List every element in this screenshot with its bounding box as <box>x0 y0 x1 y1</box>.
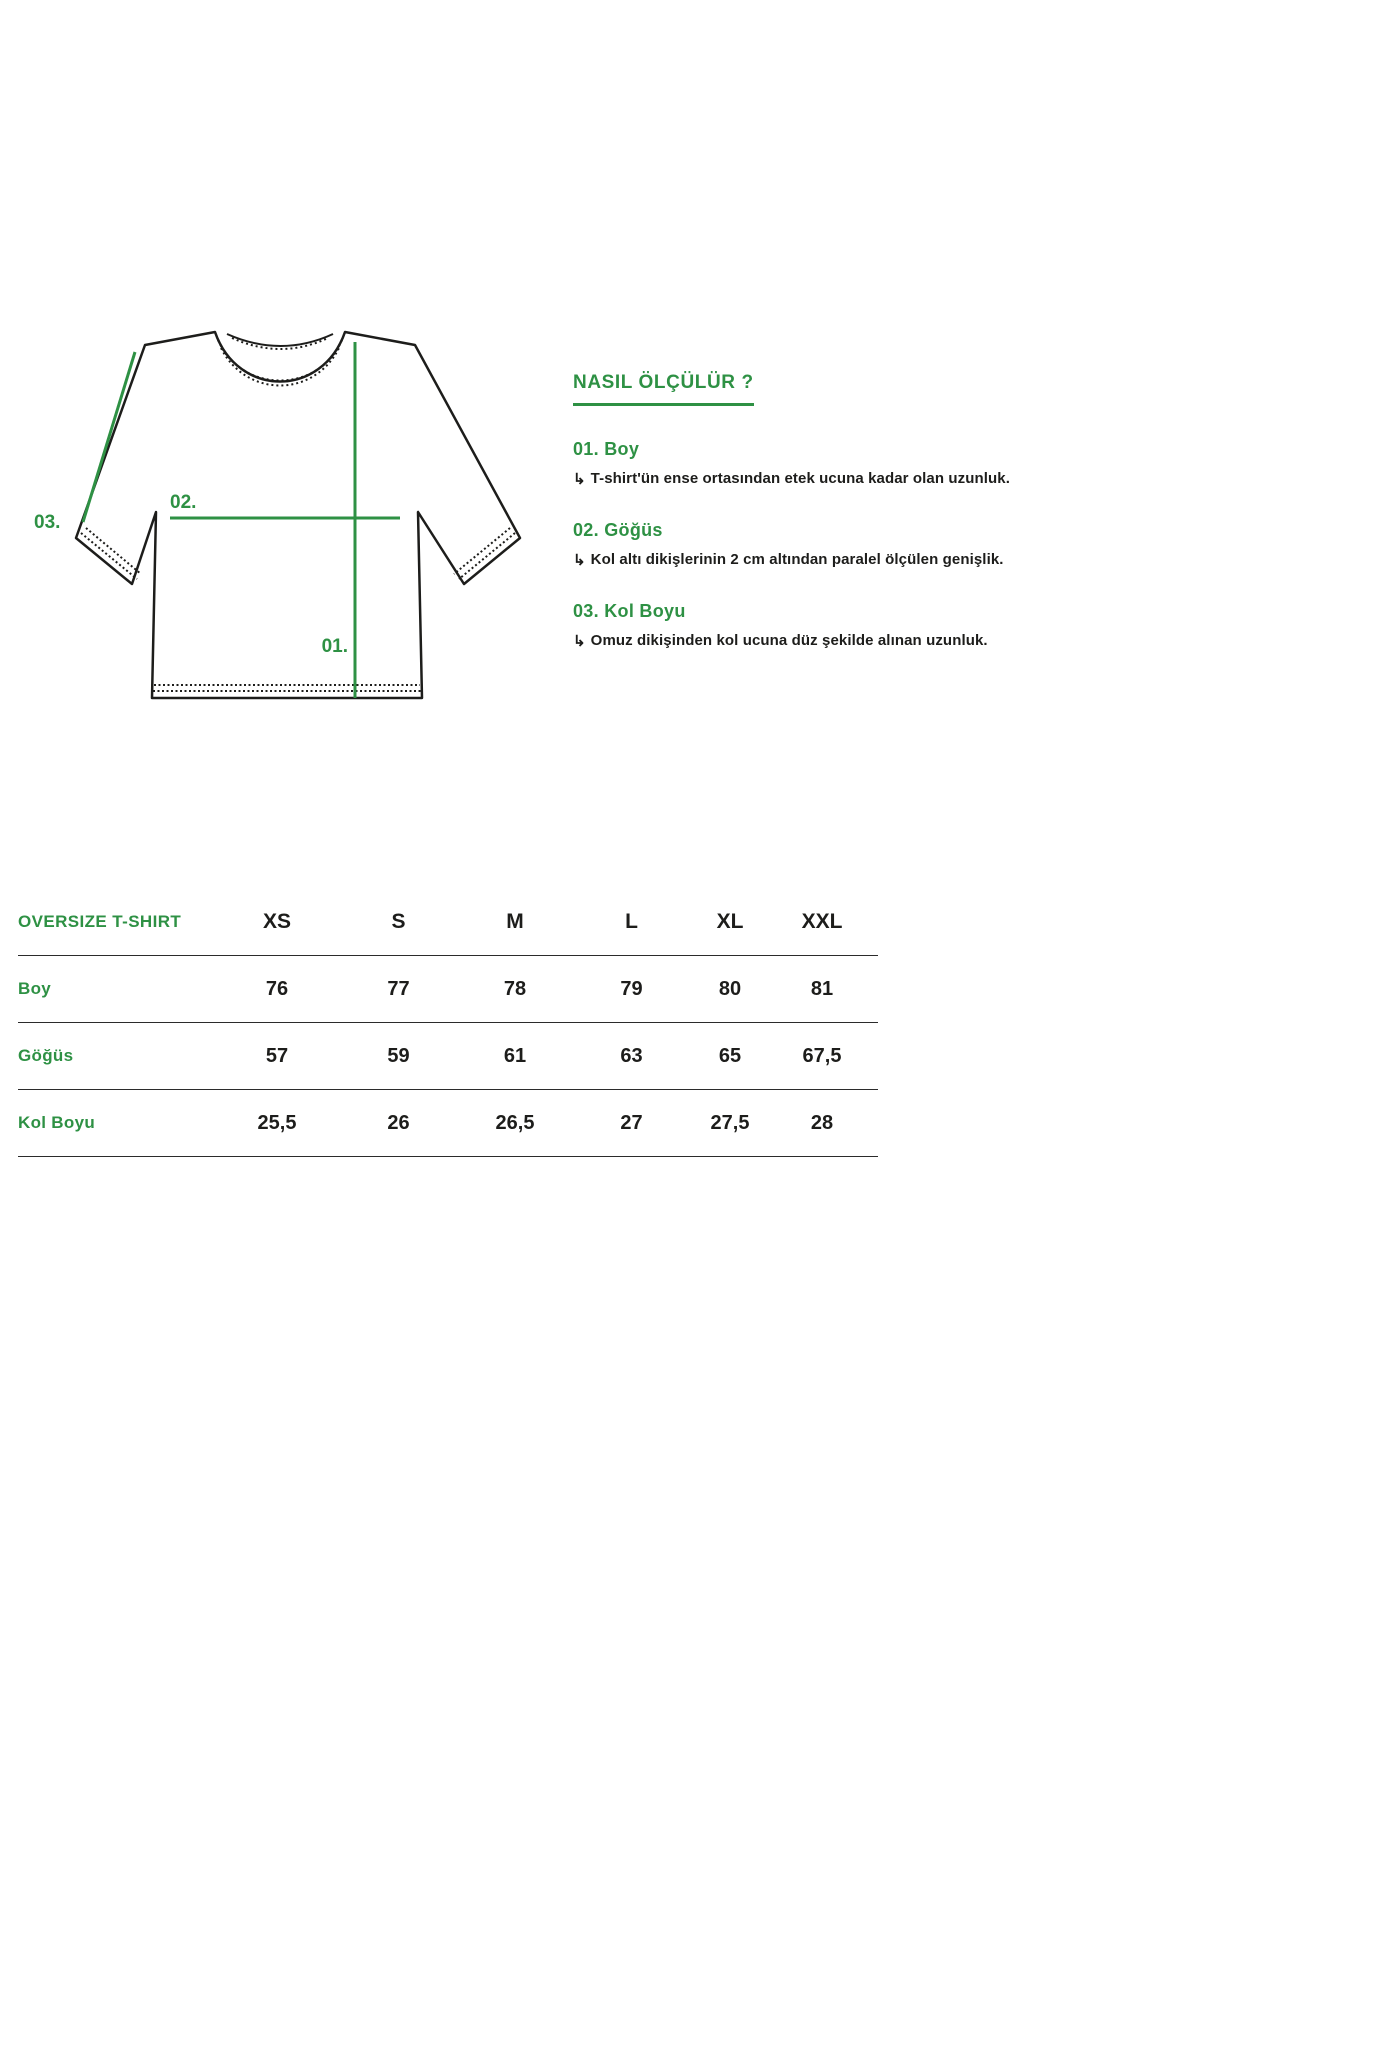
measure-item-heading: 01. Boy <box>573 439 640 459</box>
cell-value: 67,5 <box>802 1044 842 1067</box>
left-cuff-stitch-2 <box>86 528 141 574</box>
how-to-measure-section <box>573 372 1073 649</box>
right-cuff-stitch-2 <box>454 528 510 574</box>
cell-value: 81 <box>810 977 834 1000</box>
cell-value: 77 <box>387 977 410 1000</box>
tshirt-outline <box>76 332 520 698</box>
cell-value: 65 <box>718 1044 742 1067</box>
cell-value: 26 <box>387 1111 410 1134</box>
measure-item-heading: 03. Kol Boyu <box>573 601 686 621</box>
table-row-gogus <box>18 1023 878 1090</box>
cell-value: 61 <box>503 1044 527 1067</box>
size-table <box>18 888 878 1157</box>
table-row-boy <box>18 956 878 1023</box>
row-label: Boy <box>18 979 52 998</box>
arrow-icon: ↳ <box>573 552 586 569</box>
cell-value: 27,5 <box>710 1111 750 1134</box>
cell-value: 26,5 <box>495 1111 535 1134</box>
measure-label-kol: 03. <box>34 512 61 533</box>
row-label: Kol Boyu <box>18 1113 96 1132</box>
product-label: OVERSIZE T-SHIRT <box>18 911 182 931</box>
collar-stitch-3 <box>232 338 328 349</box>
row-label: Göğüs <box>18 1046 74 1065</box>
measure-label-boy: 01. <box>321 636 348 657</box>
cell-value: 57 <box>265 1044 289 1067</box>
left-cuff-stitch-1 <box>81 533 137 579</box>
size-header-xxl: XXL <box>801 909 843 933</box>
size-header-s: S <box>391 909 406 933</box>
right-cuff-stitch-1 <box>459 533 515 579</box>
cell-value: 76 <box>265 977 289 1000</box>
measure-item-kol-boyu <box>573 601 1073 649</box>
measure-item-gogus <box>573 520 1073 568</box>
tshirt-back-collar <box>227 334 333 346</box>
cell-value: 59 <box>387 1044 410 1067</box>
size-header-xs: XS <box>262 909 291 933</box>
cell-value: 78 <box>503 977 527 1000</box>
size-header-xl: XL <box>716 909 744 933</box>
arrow-icon: ↳ <box>573 471 586 488</box>
measure-line-kol <box>83 352 135 522</box>
cell-value: 79 <box>620 977 643 1000</box>
measure-item-heading: 02. Göğüs <box>573 520 663 540</box>
measure-item-text: Kol altı dikişlerinin 2 cm altından paralel ölçülen genişlik. <box>590 551 1004 568</box>
size-header-m: M <box>506 909 524 933</box>
tshirt-drawing <box>20 300 540 750</box>
cell-value: 80 <box>718 977 742 1000</box>
measure-item-description <box>573 550 1073 568</box>
arrow-icon: ↳ <box>573 633 586 650</box>
cell-value: 27 <box>620 1111 643 1134</box>
measure-item-description <box>573 469 1073 487</box>
how-to-measure-title: NASIL ÖLÇÜLÜR ? <box>573 372 754 406</box>
size-header-l: L <box>625 909 638 933</box>
tshirt-diagram <box>20 300 540 750</box>
measure-item-boy <box>573 439 1073 487</box>
measure-label-gogus: 02. <box>170 492 197 513</box>
cell-value: 63 <box>620 1044 643 1067</box>
measure-item-description <box>573 631 1073 649</box>
cell-value: 28 <box>810 1111 834 1134</box>
cell-value: 25,5 <box>257 1111 297 1134</box>
measure-item-text: Omuz dikişinden kol ucuna düz şekilde alınan uzunluk. <box>590 632 988 649</box>
table-row-kol-boyu <box>18 1090 878 1157</box>
size-table-header-row <box>18 888 878 956</box>
measure-item-text: T-shirt'ün ense ortasından etek ucuna kadar olan uzunluk. <box>590 470 1011 487</box>
